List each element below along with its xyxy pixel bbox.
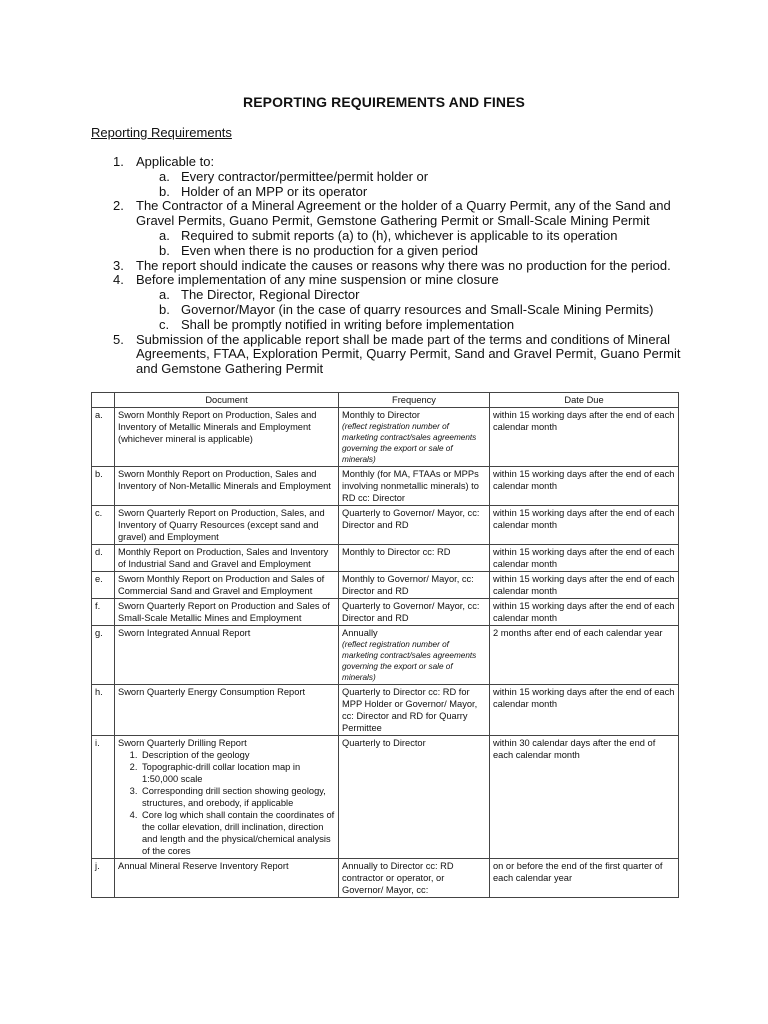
date-due-cell: within 15 working days after the end of each calendar month <box>490 572 679 599</box>
row-letter: c. <box>92 506 115 545</box>
document-cell <box>115 506 339 545</box>
requirement-text: Applicable to: <box>136 154 215 169</box>
requirement-text: Gravel Permits, Guano Permit, Gemstone Gathering Permit or Small-Scale Mining Permit <box>136 213 650 229</box>
sub-item-text: Every contractor/permittee/permit holder or <box>181 168 429 184</box>
frequency-text: Annually to Director cc: RD contractor or operator, or Governor/ Mayor, cc: <box>342 861 454 895</box>
requirement-number: 3. <box>113 257 124 273</box>
drilling-report-items <box>118 749 335 857</box>
requirement-number: 4. <box>113 272 124 288</box>
row-letter: e. <box>92 572 115 599</box>
row-letter: g. <box>92 626 115 685</box>
document-cell <box>115 572 339 599</box>
frequency-text: Monthly to Director <box>342 410 421 420</box>
row-letter: a. <box>92 408 115 467</box>
document-cell <box>115 599 339 626</box>
table-row <box>92 599 679 626</box>
requirement-text: Submission of the applicable report shall be made part of the terms and conditions of Mineral <box>136 331 671 347</box>
document-name: Annual Mineral Reserve Inventory Report <box>118 861 289 871</box>
frequency-cell <box>339 467 490 506</box>
document-name: Sworn Quarterly Drilling Report <box>118 738 247 748</box>
sub-item-text: Governor/Mayor (in the case of quarry resources and Small-Scale Mining Permits) <box>181 302 654 317</box>
document-cell <box>115 467 339 506</box>
sub-item-letter: a. <box>159 228 170 243</box>
frequency-text: Monthly to Director cc: RD <box>342 547 451 557</box>
date-due-cell: within 15 working days after the end of each calendar month <box>490 467 679 506</box>
date-due-cell: within 30 calendar days after the end of each calendar month <box>490 736 679 859</box>
frequency-text: Quarterly to Governor/ Mayor, cc: Director and RD <box>342 508 480 530</box>
sub-item-text: Even when there is no production for a given period <box>181 242 479 258</box>
frequency-cell <box>339 859 490 898</box>
section-subheading: Reporting Requirements <box>91 125 232 140</box>
frequency-text: Monthly to Governor/ Mayor, cc: Director and RD <box>342 574 474 596</box>
document-name: Sworn Monthly Report on Production and Sales of Commercial Sand and Gravel and Employment <box>118 574 325 596</box>
table-row <box>92 736 679 859</box>
frequency-note: (reflect registration number of marketing contract/sales agreements governing the export or sale of minerals) <box>342 422 477 464</box>
frequency-cell <box>339 599 490 626</box>
requirement-number: 5. <box>113 331 124 347</box>
requirement-text: The report should indicate the causes or reasons why there was no production for the period. <box>136 257 671 273</box>
sub-item-text: Required to submit reports (a) to (h), whichever is applicable to its operation <box>181 228 618 243</box>
row-letter: d. <box>92 545 115 572</box>
frequency-text: Quarterly to Director <box>342 738 426 748</box>
frequency-cell <box>339 736 490 859</box>
row-letter: i. <box>92 736 115 859</box>
document-cell <box>115 626 339 685</box>
sub-item-letter: b. <box>159 183 170 199</box>
frequency-cell <box>339 506 490 545</box>
sub-item-letter: b. <box>159 302 170 317</box>
table-row <box>92 859 679 898</box>
list-item: 4. Core log which shall contain the coordinates of the collar elevation, drill inclination, direction and length and the physical/chemical analysis of the cores <box>140 809 335 857</box>
sub-item-letter: b. <box>159 242 170 258</box>
frequency-text: Quarterly to Governor/ Mayor, cc: Director and RD <box>342 601 480 623</box>
document-cell <box>115 408 339 467</box>
frequency-note: (reflect registration number of marketing contract/sales agreements governing the export or sale of minerals) <box>342 640 477 682</box>
frequency-text: Monthly (for MA, FTAAs or MPPs involving nonmetallic minerals) to RD cc: Director <box>342 469 479 503</box>
header-frequency: Frequency <box>339 393 490 408</box>
header-date-due: Date Due <box>490 393 679 408</box>
page-title: REPORTING REQUIREMENTS AND FINES <box>243 94 525 110</box>
document-name: Sworn Integrated Annual Report <box>118 628 251 638</box>
table-header-row <box>92 393 679 408</box>
frequency-cell <box>339 572 490 599</box>
document-name: Monthly Report on Production, Sales and Inventory of Industrial Sand and Gravel and Employment <box>118 547 329 569</box>
table-row <box>92 506 679 545</box>
sub-item-text: Shall be promptly notified in writing before implementation <box>181 316 515 332</box>
list-item: 3. Corresponding drill section showing geology, structures, and orebody, if applicable <box>140 785 335 809</box>
date-due-cell: within 15 working days after the end of each calendar month <box>490 599 679 626</box>
table-row <box>92 408 679 467</box>
table-row <box>92 467 679 506</box>
document-name: Sworn Monthly Report on Production, Sales and Inventory of Non-Metallic Minerals and Employment <box>118 469 331 491</box>
frequency-cell <box>339 545 490 572</box>
document-cell <box>115 545 339 572</box>
frequency-cell <box>339 685 490 736</box>
list-item: 1. Description of the geology <box>140 749 335 761</box>
requirement-text: Agreements, FTAA, Exploration Permit, Quarry Permit, Sand and Gravel Permit, Guano Permit <box>136 346 681 362</box>
document-name: Sworn Quarterly Report on Production and Sales of Small-Scale Metallic Mines and Employment <box>118 601 330 623</box>
sub-item-letter: c. <box>159 316 170 332</box>
date-due-cell: within 15 working days after the end of each calendar month <box>490 408 679 467</box>
date-due-cell: within 15 working days after the end of each calendar month <box>490 685 679 736</box>
table-row <box>92 572 679 599</box>
table-row <box>92 545 679 572</box>
requirement-text: The Contractor of a Mineral Agreement or the holder of a Quarry Permit, any of the Sand and <box>136 198 671 214</box>
header-blank <box>92 393 115 408</box>
reporting-table <box>91 392 679 898</box>
row-letter: h. <box>92 685 115 736</box>
row-letter: b. <box>92 467 115 506</box>
document-cell <box>115 736 339 859</box>
table-row <box>92 685 679 736</box>
sub-item-letter: a. <box>159 168 170 184</box>
document-name: Sworn Quarterly Energy Consumption Report <box>118 687 306 697</box>
document-cell <box>115 685 339 736</box>
frequency-cell <box>339 626 490 685</box>
row-letter: j. <box>92 859 115 898</box>
date-due-cell: on or before the end of the first quarter of each calendar year <box>490 859 679 898</box>
requirement-number: 2. <box>113 198 124 214</box>
sub-item-text: Holder of an MPP or its operator <box>181 183 368 199</box>
sub-item-text: The Director, Regional Director <box>181 287 360 303</box>
row-letter: f. <box>92 599 115 626</box>
table-row <box>92 626 679 685</box>
document-cell <box>115 859 339 898</box>
frequency-cell <box>339 408 490 467</box>
requirement-text: Before implementation of any mine suspension or mine closure <box>136 272 499 288</box>
header-document: Document <box>115 393 339 408</box>
sub-item-letter: a. <box>159 287 170 303</box>
document-name: Sworn Quarterly Report on Production, Sales, and Inventory of Quarry Resources (except sand and gravel) and Employment <box>118 508 325 542</box>
date-due-cell: within 15 working days after the end of each calendar month <box>490 506 679 545</box>
requirement-text: and Gemstone Gathering Permit <box>136 361 324 377</box>
date-due-cell: within 15 working days after the end of each calendar month <box>490 545 679 572</box>
document-name: Sworn Monthly Report on Production, Sales and Inventory of Metallic Minerals and Employment (whichever mineral is applicable) <box>118 410 317 444</box>
requirement-number: 1. <box>113 154 124 169</box>
frequency-text: Annually <box>342 628 378 638</box>
list-item: 2. Topographic-drill collar location map in 1:50,000 scale <box>140 761 335 785</box>
date-due-cell: 2 months after end of each calendar year <box>490 626 679 685</box>
frequency-text: Quarterly to Director cc: RD for MPP Holder or Governor/ Mayor, cc: Director and RD for Quarry Permittee <box>342 687 478 733</box>
